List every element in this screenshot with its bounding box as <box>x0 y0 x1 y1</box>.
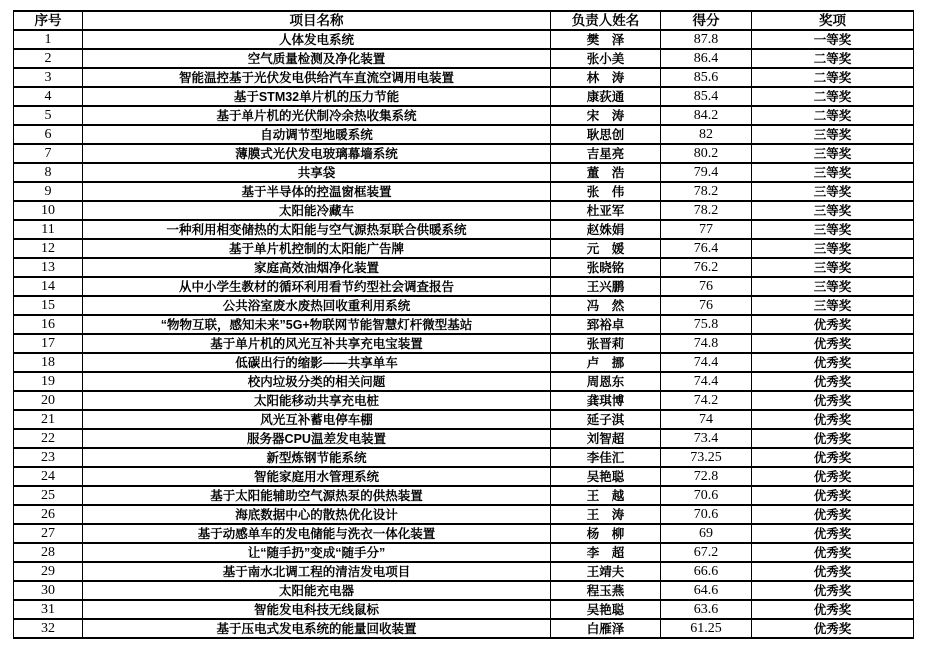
score-cell: 73.25 <box>661 448 752 467</box>
row-number-cell: 22 <box>14 429 83 448</box>
leader-name-cell: 白雁泽 <box>551 619 661 638</box>
row-number-cell: 4 <box>14 87 83 106</box>
award-cell: 优秀奖 <box>752 543 914 562</box>
score-cell: 84.2 <box>661 106 752 125</box>
award-cell: 三等奖 <box>752 296 914 315</box>
award-cell: 三等奖 <box>752 163 914 182</box>
header-leader-name: 负责人姓名 <box>551 11 661 30</box>
project-name-cell: 从中小学生教材的循环利用看节约型社会调查报告 <box>83 277 551 296</box>
table-row <box>14 68 914 87</box>
project-name-cell: 空气质量检测及净化装置 <box>83 49 551 68</box>
score-cell: 87.8 <box>661 30 752 49</box>
row-number-cell: 7 <box>14 144 83 163</box>
project-name-cell: 基于动感单车的发电储能与洗衣一体化装置 <box>83 524 551 543</box>
row-number-cell: 3 <box>14 68 83 87</box>
row-number-cell: 9 <box>14 182 83 201</box>
leader-name-cell: 杜亚军 <box>551 201 661 220</box>
project-name-cell: 新型炼钢节能系统 <box>83 448 551 467</box>
table-row <box>14 600 914 619</box>
project-name-cell: 家庭高效油烟净化装置 <box>83 258 551 277</box>
row-number-cell: 26 <box>14 505 83 524</box>
leader-name-cell: 王 涛 <box>551 505 661 524</box>
leader-name-cell: 卢 挪 <box>551 353 661 372</box>
leader-name-cell: 延子淇 <box>551 410 661 429</box>
award-cell: 优秀奖 <box>752 619 914 638</box>
table-row <box>14 239 914 258</box>
table-row <box>14 562 914 581</box>
row-number-cell: 5 <box>14 106 83 125</box>
table-row <box>14 505 914 524</box>
award-table <box>13 10 914 639</box>
score-cell: 64.6 <box>661 581 752 600</box>
award-cell: 优秀奖 <box>752 581 914 600</box>
leader-name-cell: 吉星亮 <box>551 144 661 163</box>
award-cell: 三等奖 <box>752 220 914 239</box>
score-cell: 72.8 <box>661 467 752 486</box>
award-cell: 优秀奖 <box>752 353 914 372</box>
row-number-cell: 24 <box>14 467 83 486</box>
table-row <box>14 125 914 144</box>
project-name-cell: 基于太阳能辅助空气源热泵的供热装置 <box>83 486 551 505</box>
project-name-cell: 服务器CPU温差发电装置 <box>83 429 551 448</box>
score-cell: 80.2 <box>661 144 752 163</box>
project-name-cell: 海底数据中心的散热优化设计 <box>83 505 551 524</box>
award-cell: 二等奖 <box>752 68 914 87</box>
table-body <box>14 30 914 638</box>
score-cell: 76 <box>661 296 752 315</box>
row-number-cell: 10 <box>14 201 83 220</box>
row-number-cell: 1 <box>14 30 83 49</box>
table-row <box>14 524 914 543</box>
table-row <box>14 220 914 239</box>
score-cell: 63.6 <box>661 600 752 619</box>
leader-name-cell: 樊 泽 <box>551 30 661 49</box>
header-award: 奖项 <box>752 11 914 30</box>
project-name-cell: 人体发电系统 <box>83 30 551 49</box>
table-row <box>14 144 914 163</box>
row-number-cell: 25 <box>14 486 83 505</box>
score-cell: 85.6 <box>661 68 752 87</box>
project-name-cell: 共享袋 <box>83 163 551 182</box>
score-cell: 69 <box>661 524 752 543</box>
award-cell: 优秀奖 <box>752 486 914 505</box>
table-row <box>14 581 914 600</box>
award-cell: 二等奖 <box>752 87 914 106</box>
award-cell: 优秀奖 <box>752 372 914 391</box>
score-cell: 66.6 <box>661 562 752 581</box>
award-cell: 优秀奖 <box>752 334 914 353</box>
table-row <box>14 106 914 125</box>
leader-name-cell: 杨 柳 <box>551 524 661 543</box>
table-row <box>14 619 914 638</box>
table-row <box>14 429 914 448</box>
row-number-cell: 6 <box>14 125 83 144</box>
award-cell: 三等奖 <box>752 201 914 220</box>
row-number-cell: 20 <box>14 391 83 410</box>
table-row <box>14 353 914 372</box>
table-row <box>14 543 914 562</box>
award-cell: 二等奖 <box>752 106 914 125</box>
award-cell: 一等奖 <box>752 30 914 49</box>
project-name-cell: 一种利用相变储热的太阳能与空气源热泵联合供暖系统 <box>83 220 551 239</box>
score-cell: 61.25 <box>661 619 752 638</box>
table-row <box>14 486 914 505</box>
score-cell: 76.4 <box>661 239 752 258</box>
project-name-cell: 基于STM32单片机的压力节能 <box>83 87 551 106</box>
row-number-cell: 31 <box>14 600 83 619</box>
leader-name-cell: 王兴鹏 <box>551 277 661 296</box>
leader-name-cell: 龚琪博 <box>551 391 661 410</box>
project-name-cell: 低碳出行的缩影——共享单车 <box>83 353 551 372</box>
award-cell: 三等奖 <box>752 239 914 258</box>
leader-name-cell: 赵姝娟 <box>551 220 661 239</box>
leader-name-cell: 康荻通 <box>551 87 661 106</box>
award-cell: 三等奖 <box>752 258 914 277</box>
table-row <box>14 315 914 334</box>
table-row <box>14 277 914 296</box>
score-cell: 67.2 <box>661 543 752 562</box>
leader-name-cell: 吴艳聪 <box>551 467 661 486</box>
leader-name-cell: 宋 涛 <box>551 106 661 125</box>
score-cell: 74.4 <box>661 353 752 372</box>
header-score: 得分 <box>661 11 752 30</box>
leader-name-cell: 李 超 <box>551 543 661 562</box>
row-number-cell: 18 <box>14 353 83 372</box>
project-name-cell: 让“随手扔”变成“随手分” <box>83 543 551 562</box>
table-row <box>14 372 914 391</box>
row-number-cell: 2 <box>14 49 83 68</box>
score-cell: 75.8 <box>661 315 752 334</box>
row-number-cell: 29 <box>14 562 83 581</box>
award-cell: 三等奖 <box>752 182 914 201</box>
leader-name-cell: 耿思创 <box>551 125 661 144</box>
award-cell: 二等奖 <box>752 49 914 68</box>
award-cell: 优秀奖 <box>752 467 914 486</box>
score-cell: 70.6 <box>661 486 752 505</box>
leader-name-cell: 吴艳聪 <box>551 600 661 619</box>
leader-name-cell: 张晓铭 <box>551 258 661 277</box>
project-name-cell: 自动调节型地暖系统 <box>83 125 551 144</box>
project-name-cell: 薄膜式光伏发电玻璃幕墙系统 <box>83 144 551 163</box>
project-name-cell: 基于单片机控制的太阳能广告牌 <box>83 239 551 258</box>
leader-name-cell: 林 涛 <box>551 68 661 87</box>
leader-name-cell: 元 媛 <box>551 239 661 258</box>
table-row <box>14 87 914 106</box>
award-cell: 优秀奖 <box>752 524 914 543</box>
leader-name-cell: 李佳汇 <box>551 448 661 467</box>
row-number-cell: 32 <box>14 619 83 638</box>
project-name-cell: 智能家庭用水管理系统 <box>83 467 551 486</box>
award-cell: 优秀奖 <box>752 315 914 334</box>
project-name-cell: 基于单片机的光伏制冷余热收集系统 <box>83 106 551 125</box>
leader-name-cell: 郅裕卓 <box>551 315 661 334</box>
leader-name-cell: 张小美 <box>551 49 661 68</box>
score-cell: 74 <box>661 410 752 429</box>
score-cell: 70.6 <box>661 505 752 524</box>
leader-name-cell: 张 伟 <box>551 182 661 201</box>
row-number-cell: 23 <box>14 448 83 467</box>
table-row <box>14 334 914 353</box>
table-row <box>14 467 914 486</box>
leader-name-cell: 周恩东 <box>551 372 661 391</box>
leader-name-cell: 冯 然 <box>551 296 661 315</box>
score-cell: 77 <box>661 220 752 239</box>
project-name-cell: 智能温控基于光伏发电供给汽车直流空调用电装置 <box>83 68 551 87</box>
score-cell: 85.4 <box>661 87 752 106</box>
project-name-cell: “物物互联，感知未来”5G+物联网节能智慧灯杆微型基站 <box>83 315 551 334</box>
score-cell: 76.2 <box>661 258 752 277</box>
award-cell: 优秀奖 <box>752 600 914 619</box>
score-cell: 74.4 <box>661 372 752 391</box>
row-number-cell: 16 <box>14 315 83 334</box>
score-cell: 73.4 <box>661 429 752 448</box>
project-name-cell: 风光互补蓄电停车棚 <box>83 410 551 429</box>
project-name-cell: 基于半导体的控温窗框装置 <box>83 182 551 201</box>
table-row <box>14 182 914 201</box>
row-number-cell: 12 <box>14 239 83 258</box>
project-name-cell: 太阳能冷藏车 <box>83 201 551 220</box>
row-number-cell: 28 <box>14 543 83 562</box>
award-cell: 优秀奖 <box>752 505 914 524</box>
row-number-cell: 11 <box>14 220 83 239</box>
header-row <box>14 11 914 30</box>
project-name-cell: 基于单片机的风光互补共享充电宝装置 <box>83 334 551 353</box>
project-name-cell: 基于南水北调工程的清洁发电项目 <box>83 562 551 581</box>
row-number-cell: 21 <box>14 410 83 429</box>
row-number-cell: 30 <box>14 581 83 600</box>
leader-name-cell: 张晋莉 <box>551 334 661 353</box>
award-cell: 三等奖 <box>752 144 914 163</box>
score-cell: 74.2 <box>661 391 752 410</box>
project-name-cell: 太阳能移动共享充电桩 <box>83 391 551 410</box>
score-cell: 78.2 <box>661 201 752 220</box>
table-row <box>14 410 914 429</box>
table-row <box>14 163 914 182</box>
table-row <box>14 296 914 315</box>
table-row <box>14 49 914 68</box>
leader-name-cell: 刘智超 <box>551 429 661 448</box>
table-row <box>14 391 914 410</box>
score-cell: 76 <box>661 277 752 296</box>
award-cell: 优秀奖 <box>752 429 914 448</box>
project-name-cell: 基于压电式发电系统的能量回收装置 <box>83 619 551 638</box>
project-name-cell: 太阳能充电器 <box>83 581 551 600</box>
score-cell: 79.4 <box>661 163 752 182</box>
header-index: 序号 <box>14 11 83 30</box>
row-number-cell: 8 <box>14 163 83 182</box>
row-number-cell: 27 <box>14 524 83 543</box>
award-cell: 三等奖 <box>752 277 914 296</box>
award-cell: 优秀奖 <box>752 562 914 581</box>
leader-name-cell: 董 浩 <box>551 163 661 182</box>
table-row <box>14 448 914 467</box>
row-number-cell: 19 <box>14 372 83 391</box>
score-cell: 86.4 <box>661 49 752 68</box>
project-name-cell: 智能发电科技无线鼠标 <box>83 600 551 619</box>
row-number-cell: 14 <box>14 277 83 296</box>
row-number-cell: 15 <box>14 296 83 315</box>
table-row <box>14 201 914 220</box>
award-table-container <box>13 10 913 639</box>
leader-name-cell: 程玉燕 <box>551 581 661 600</box>
award-cell: 优秀奖 <box>752 448 914 467</box>
table-row <box>14 258 914 277</box>
leader-name-cell: 王靖夫 <box>551 562 661 581</box>
leader-name-cell: 王 越 <box>551 486 661 505</box>
table-row <box>14 30 914 49</box>
project-name-cell: 公共浴室废水废热回收重利用系统 <box>83 296 551 315</box>
award-cell: 优秀奖 <box>752 391 914 410</box>
project-name-cell: 校内垃圾分类的相关问题 <box>83 372 551 391</box>
score-cell: 78.2 <box>661 182 752 201</box>
row-number-cell: 17 <box>14 334 83 353</box>
score-cell: 74.8 <box>661 334 752 353</box>
award-cell: 优秀奖 <box>752 410 914 429</box>
score-cell: 82 <box>661 125 752 144</box>
header-project-name: 项目名称 <box>83 11 551 30</box>
row-number-cell: 13 <box>14 258 83 277</box>
award-cell: 三等奖 <box>752 125 914 144</box>
